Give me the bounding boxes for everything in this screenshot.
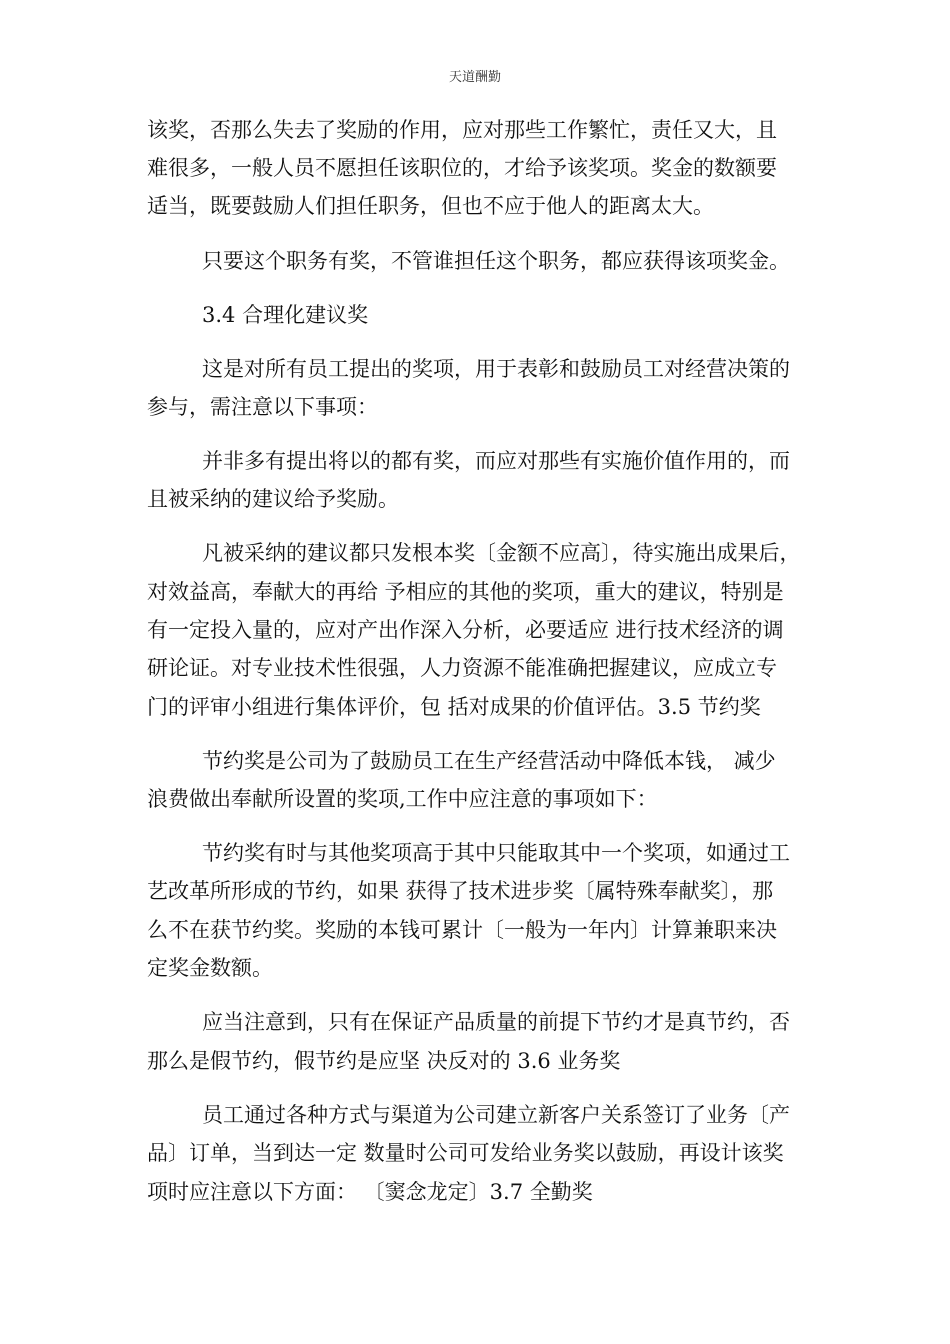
body-line: 么不在获节约奖。奖励的本钱可累计〔一般为一年内〕计算兼职来决 <box>147 918 777 942</box>
body-line: 门的评审小组进行集体评价，包 括对成果的价值评估。3.5 节约奖 <box>147 695 761 719</box>
page-header: 天道酬勤 <box>448 70 501 85</box>
body-line: 艺改革所形成的节约，如果 获得了技术进步奖〔属特殊奉献奖〕，那 <box>147 879 774 903</box>
section-heading: 3.4 合理化建议奖 <box>202 303 369 327</box>
body-line: 应当注意到，只有在保证产品质量的前提下节约才是真节约，否 <box>202 1010 790 1034</box>
body-line: 有一定投入量的，应对产出作深入分析，必要适应 进行技术经济的调 <box>147 618 784 642</box>
body-line: 那么是假节约，假节约是应坚 决反对的 3.6 业务奖 <box>147 1049 621 1073</box>
body-line: 节约奖有时与其他奖项高于其中只能取其中一个奖项，如通过工 <box>202 841 790 865</box>
body-line: 难很多，一般人员不愿担任该职位的，才给予该奖项。奖金的数额要 <box>147 156 777 180</box>
body-line: 节约奖是公司为了鼓励员工在生产经营活动中降低本钱， 减少 <box>202 749 776 773</box>
body-line: 浪费做出奉献所设置的奖项,工作中应注意的事项如下： <box>147 787 658 811</box>
body-line: 并非多有提出将以的都有奖，而应对那些有实施价值作用的，而 <box>202 449 790 473</box>
body-line: 项时应注意以下方面： 〔窦念龙定〕3.7 全勤奖 <box>147 1180 593 1204</box>
body-line: 员工通过各种方式与渠道为公司建立新客户关系签订了业务〔产 <box>202 1103 790 1127</box>
body-line: 适当，既要鼓励人们担任职务，但也不应于他人的距离太大。 <box>147 194 714 218</box>
body-line: 品〕订单，当到达一定 数量时公司可发给业务奖以鼓励，再设计该奖 <box>147 1141 784 1165</box>
body-line: 对效益高，奉献大的再给 予相应的其他的奖项，重大的建议，特别是 <box>147 580 784 604</box>
body-line: 且被采纳的建议给予奖励。 <box>147 487 399 511</box>
body-line: 参与，需注意以下事项： <box>147 395 378 419</box>
body-line: 只要这个职务有奖，不管谁担任这个职务，都应获得该项奖金。 <box>202 249 790 273</box>
body-line: 研论证。对专业技术性很强，人力资源不能准确把握建议，应成立专 <box>147 656 777 680</box>
body-line: 这是对所有员工提出的奖项，用于表彰和鼓励员工对经营决策的 <box>202 357 790 381</box>
body-line: 该奖，否那么失去了奖励的作用，应对那些工作繁忙，责任又大，且 <box>147 118 777 142</box>
body-line: 定奖金数额。 <box>147 956 273 980</box>
body-line: 凡被采纳的建议都只发根本奖〔金额不应高〕，待实施出成果后， <box>202 541 801 565</box>
